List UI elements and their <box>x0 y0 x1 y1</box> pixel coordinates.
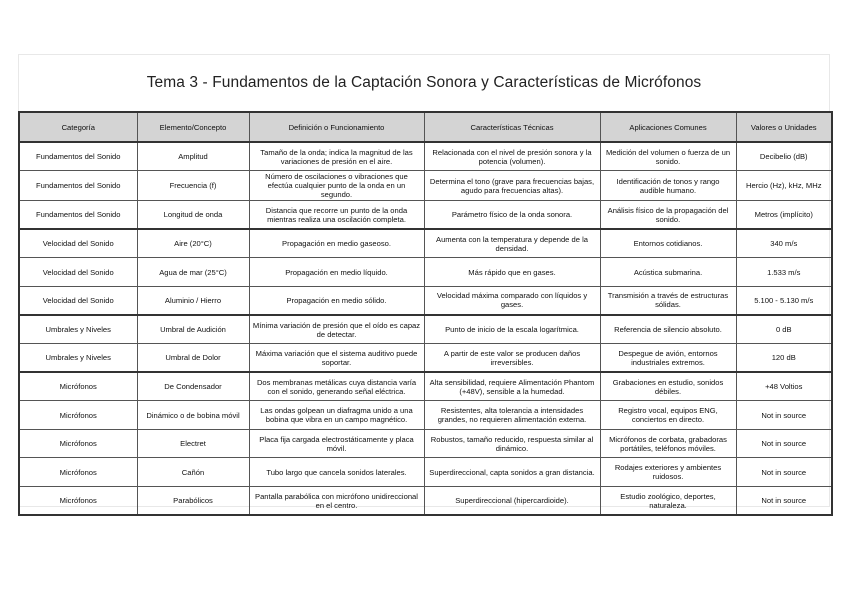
cell-valores: Not in source <box>736 429 832 458</box>
column-header-valores: Valores o Unidades <box>736 112 832 142</box>
cell-caracteristicas: Alta sensibilidad, requiere Alimentación Phantom (+48V), sensible a la humedad. <box>424 372 600 401</box>
cell-caracteristicas: A partir de este valor se producen daños irreversibles. <box>424 344 600 373</box>
cell-categoria: Velocidad del Sonido <box>19 286 137 315</box>
cell-definicion: Máxima variación que el sistema auditivo puede soportar. <box>249 344 424 373</box>
cell-valores: Not in source <box>736 458 832 487</box>
table-row <box>19 458 832 487</box>
cell-aplicaciones: Acústica submarina. <box>600 258 736 287</box>
cell-aplicaciones: Análisis físico de la propagación del sonido. <box>600 201 736 230</box>
document-page <box>18 54 830 510</box>
cell-caracteristicas: Relacionada con el nivel de presión sonora y la potencia (volumen). <box>424 142 600 171</box>
cell-valores: 340 m/s <box>736 229 832 258</box>
cell-definicion: Propagación en medio gaseoso. <box>249 229 424 258</box>
column-header-definicion: Definición o Funcionamiento <box>249 112 424 142</box>
table-row <box>19 229 832 258</box>
cell-categoria: Micrófonos <box>19 458 137 487</box>
cell-definicion: Propagación en medio líquido. <box>249 258 424 287</box>
cell-caracteristicas: Robustos, tamaño reducido, respuesta similar al dinámico. <box>424 429 600 458</box>
cell-aplicaciones: Entornos cotidianos. <box>600 229 736 258</box>
cell-categoria: Micrófonos <box>19 372 137 401</box>
cell-aplicaciones: Identificación de tonos y rango audible humano. <box>600 171 736 201</box>
table-row <box>19 258 832 287</box>
cell-caracteristicas: Parámetro físico de la onda sonora. <box>424 201 600 230</box>
table-header-row <box>19 112 832 142</box>
cell-elemento: Parabólicos <box>137 487 249 516</box>
table-row <box>19 372 832 401</box>
cell-elemento: Aire (20°C) <box>137 229 249 258</box>
cell-definicion: Placa fija cargada electrostáticamente y placa móvil. <box>249 429 424 458</box>
cell-elemento: Umbral de Dolor <box>137 344 249 373</box>
table-row <box>19 487 832 516</box>
cell-valores: Not in source <box>736 401 832 430</box>
cell-elemento: Frecuencia (f) <box>137 171 249 201</box>
cell-aplicaciones: Transmisión a través de estructuras sólidas. <box>600 286 736 315</box>
cell-elemento: Cañón <box>137 458 249 487</box>
cell-elemento: Electret <box>137 429 249 458</box>
cell-aplicaciones: Referencia de silencio absoluto. <box>600 315 736 344</box>
cell-definicion: Mínima variación de presión que el oído es capaz de detectar. <box>249 315 424 344</box>
cell-definicion: Dos membranas metálicas cuya distancia varía con el sonido, generando señal eléctrica. <box>249 372 424 401</box>
column-header-aplicaciones: Aplicaciones Comunes <box>600 112 736 142</box>
cell-valores: 0 dB <box>736 315 832 344</box>
cell-elemento: Amplitud <box>137 142 249 171</box>
cell-caracteristicas: Superdireccional (hipercardioide). <box>424 487 600 516</box>
cell-categoria: Fundamentos del Sonido <box>19 201 137 230</box>
cell-valores: Hercio (Hz), kHz, MHz <box>736 171 832 201</box>
cell-categoria: Umbrales y Niveles <box>19 344 137 373</box>
table-row <box>19 201 832 230</box>
cell-caracteristicas: Aumenta con la temperatura y depende de la densidad. <box>424 229 600 258</box>
cell-aplicaciones: Medición del volumen o fuerza de un sonido. <box>600 142 736 171</box>
cell-valores: Decibelio (dB) <box>736 142 832 171</box>
cell-categoria: Umbrales y Niveles <box>19 315 137 344</box>
cell-aplicaciones: Grabaciones en estudio, sonidos débiles. <box>600 372 736 401</box>
cell-definicion: Número de oscilaciones o vibraciones que efectúa cualquier punto de la onda en un segundo. <box>249 171 424 201</box>
cell-caracteristicas: Punto de inicio de la escala logarítmica. <box>424 315 600 344</box>
cell-categoria: Fundamentos del Sonido <box>19 142 137 171</box>
cell-aplicaciones: Estudio zoológico, deportes, naturaleza. <box>600 487 736 516</box>
cell-valores: Metros (implícito) <box>736 201 832 230</box>
cell-caracteristicas: Determina el tono (grave para frecuencias bajas, agudo para frecuencias altas). <box>424 171 600 201</box>
cell-definicion: Pantalla parabólica con micrófono unidireccional en el centro. <box>249 487 424 516</box>
cell-caracteristicas: Velocidad máxima comparado con líquidos y gases. <box>424 286 600 315</box>
cell-valores: 5.100 - 5.130 m/s <box>736 286 832 315</box>
cell-categoria: Velocidad del Sonido <box>19 258 137 287</box>
cell-aplicaciones: Rodajes exteriores y ambientes ruidosos. <box>600 458 736 487</box>
cell-categoria: Micrófonos <box>19 487 137 516</box>
cell-caracteristicas: Superdireccional, capta sonidos a gran distancia. <box>424 458 600 487</box>
cell-aplicaciones: Registro vocal, equipos ENG, conciertos en directo. <box>600 401 736 430</box>
cell-definicion: Propagación en medio sólido. <box>249 286 424 315</box>
cell-valores: 1.533 m/s <box>736 258 832 287</box>
table-row <box>19 401 832 430</box>
cell-valores: Not in source <box>736 487 832 516</box>
cell-elemento: De Condensador <box>137 372 249 401</box>
table-row <box>19 142 832 171</box>
cell-elemento: Longitud de onda <box>137 201 249 230</box>
cell-categoria: Micrófonos <box>19 401 137 430</box>
cell-categoria: Fundamentos del Sonido <box>19 171 137 201</box>
data-table <box>18 111 833 516</box>
cell-aplicaciones: Despegue de avión, entornos industriales extremos. <box>600 344 736 373</box>
table-row <box>19 286 832 315</box>
cell-valores: 120 dB <box>736 344 832 373</box>
cell-elemento: Dinámico o de bobina móvil <box>137 401 249 430</box>
document-title: Tema 3 - Fundamentos de la Captación Sonora y Características de Micrófonos <box>146 74 702 91</box>
cell-caracteristicas: Resistentes, alta tolerancia a intensidades grandes, no requieren alimentación externa. <box>424 401 600 430</box>
column-header-elemento: Elemento/Concepto <box>137 112 249 142</box>
cell-definicion: Tamaño de la onda; indica la magnitud de las variaciones de presión en el aire. <box>249 142 424 171</box>
cell-elemento: Aluminio / Hierro <box>137 286 249 315</box>
cell-caracteristicas: Más rápido que en gases. <box>424 258 600 287</box>
table-row <box>19 171 832 201</box>
cell-elemento: Umbral de Audición <box>137 315 249 344</box>
column-header-categoria: Categoría <box>19 112 137 142</box>
cell-definicion: Las ondas golpean un diafragma unido a una bobina que vibra en un campo magnético. <box>249 401 424 430</box>
cell-definicion: Distancia que recorre un punto de la onda mientras realiza una oscilación completa. <box>249 201 424 230</box>
table-row <box>19 429 832 458</box>
cell-categoria: Velocidad del Sonido <box>19 229 137 258</box>
cell-definicion: Tubo largo que cancela sonidos laterales. <box>249 458 424 487</box>
cell-categoria: Micrófonos <box>19 429 137 458</box>
cell-aplicaciones: Micrófonos de corbata, grabadoras portátiles, teléfonos móviles. <box>600 429 736 458</box>
cell-valores: +48 Voltios <box>736 372 832 401</box>
table-row <box>19 344 832 373</box>
column-header-caracteristicas: Características Técnicas <box>424 112 600 142</box>
cell-elemento: Agua de mar (25°C) <box>137 258 249 287</box>
table-row <box>19 315 832 344</box>
